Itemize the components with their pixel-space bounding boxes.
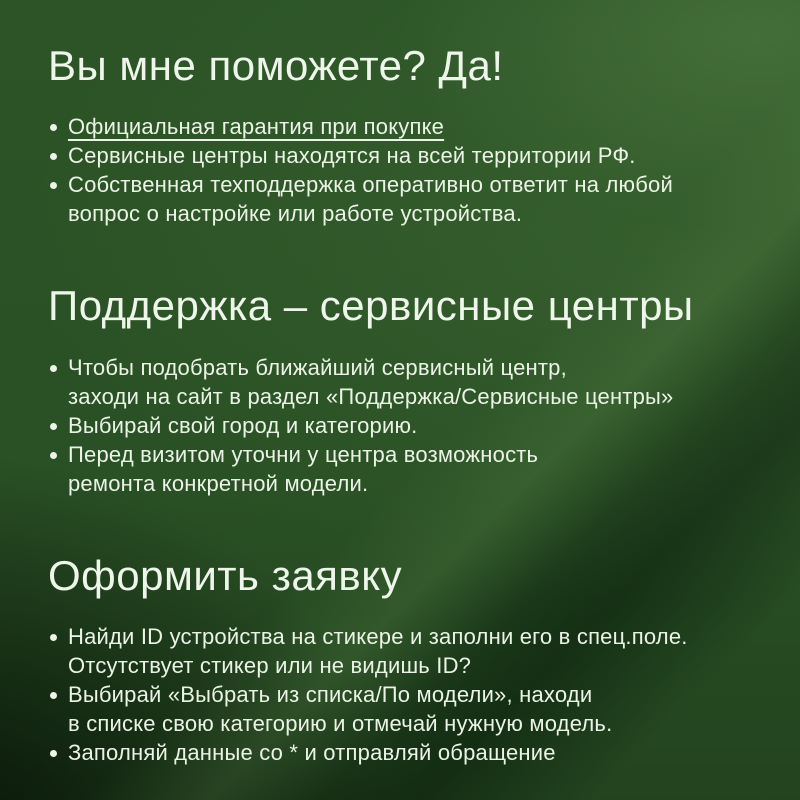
bullet-text: Заполняй данные со * и отправляй обращение: [68, 739, 556, 765]
list-item: [50, 622, 752, 680]
bullet-list: [50, 353, 752, 498]
bullet-dot-icon: [50, 452, 57, 459]
section-help: [48, 42, 752, 228]
bullet-dot-icon: [50, 423, 57, 430]
section-title: Вы мне поможете? Да!: [48, 42, 504, 89]
bullet-list: [50, 622, 752, 767]
bullet-dot-icon: [50, 750, 57, 757]
bullet-dot-icon: [50, 153, 57, 160]
bullet-text: Официальная гарантия при покупке: [68, 114, 445, 140]
bullet-dot-icon: [50, 365, 57, 372]
bullet-dot-icon: [50, 634, 57, 641]
list-item: [50, 680, 752, 738]
section-title: Оформить заявку: [48, 551, 403, 599]
section-submit-request: [48, 552, 752, 767]
list-item: [50, 411, 752, 440]
bullet-text: Собственная техподдержка оперативно ответит на любой вопрос о настройке или работе устройства.: [68, 172, 673, 227]
bullet-dot-icon: [50, 692, 57, 699]
list-item: [50, 170, 752, 228]
list-item: [50, 141, 752, 170]
bullet-text: Сервисные центры находятся на всей территории РФ.: [68, 143, 636, 169]
list-item: [50, 440, 752, 498]
bullet-dot-icon: [50, 182, 57, 189]
bullet-text: Выбирай «Выбрать из списка/По модели», находи в списке свою категорию и отмечай нужную модель.: [68, 681, 613, 736]
bullet-text: Перед визитом уточни у центра возможность ремонта конкретной модели.: [68, 441, 539, 496]
bullet-text: Чтобы подобрать ближайший сервисный центр, заходи на сайт в раздел «Поддержка/Сервисные центры»: [68, 354, 674, 409]
list-item: [50, 738, 752, 767]
bullet-list: [50, 112, 752, 228]
bullet-dot-icon: [50, 124, 57, 131]
list-item: [50, 112, 752, 141]
list-item: [50, 353, 752, 411]
bullet-text: Выбирай свой город и категорию.: [68, 412, 418, 438]
bullet-text: Найди ID устройства на стикере и заполни его в спец.поле. Отсутствует стикер или не видишь ID?: [68, 623, 688, 678]
section-title: Поддержка – сервисные центры: [48, 282, 694, 330]
section-service-centers: [48, 282, 752, 497]
